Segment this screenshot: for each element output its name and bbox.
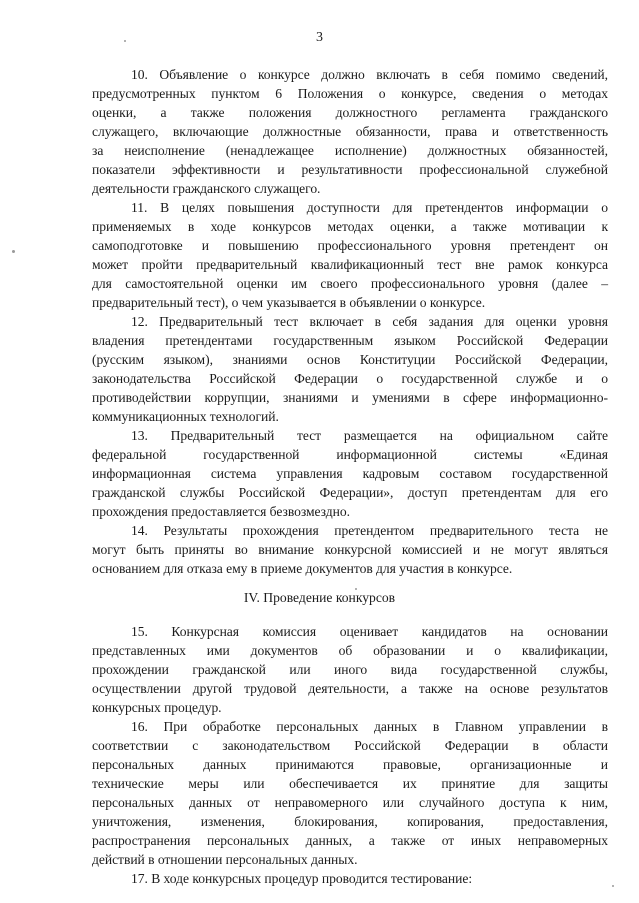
- paragraph-15-line: осуществлении другой трудовой деятельности, а также на основе результатов: [92, 681, 608, 696]
- paragraph-10-line: служащего, включающие должностные обязанности, права и ответственность: [92, 124, 608, 139]
- paragraph-12-line: (русским языком), знаниями основ Конституции Российской Федерации,: [92, 352, 608, 367]
- paragraph-15-line: конкурсных процедур.: [92, 700, 222, 715]
- scan-speck: [12, 250, 15, 253]
- paragraph-15-line: 15. Конкурсная комиссия оценивает кандидатов на основании: [131, 624, 608, 639]
- scan-speck: [612, 885, 614, 887]
- paragraph-10-line: за неисполнение (ненадлежащее исполнение) должностных обязанностей,: [92, 143, 608, 158]
- paragraph-12-line: коммуникационных технологий.: [92, 409, 279, 424]
- paragraph-11-line: предварительный тест), о чем указывается в объявлении о конкурсе.: [92, 295, 486, 310]
- paragraph-11-line: самоподготовке и повышению профессионального уровня претендент он: [92, 238, 608, 253]
- paragraph-16-line: уничтожения, изменения, блокирования, копирования, предоставления,: [92, 814, 608, 829]
- paragraph-16-line: 16. При обработке персональных данных в Главном управлении в: [131, 719, 608, 734]
- paragraph-15-line: прохождении гражданской или иного вида государственной службы,: [92, 662, 608, 677]
- section-heading: IV. Проведение конкурсов: [243, 590, 396, 605]
- paragraph-14-line: 14. Результаты прохождения претендентом предварительного теста не: [131, 523, 608, 538]
- paragraph-13-line: 13. Предварительный тест размещается на официальном сайте: [131, 428, 608, 443]
- paragraph-15-line: представленных ими документов об образовании и о квалификации,: [92, 643, 608, 658]
- paragraph-14-line: могут быть приняты во внимание конкурсной комиссией и не могут являться: [92, 542, 608, 557]
- paragraph-13-line: прохождения предоставляется безвозмездно.: [92, 504, 350, 519]
- scan-speck: [124, 40, 126, 42]
- paragraph-13-line: гражданской службы Российской Федерации», доступ претендентам для его: [92, 485, 608, 500]
- paragraph-16-line: распространения персональных данных, а также от иных неправомерных: [92, 833, 608, 848]
- paragraph-16-line: персональных данных принимаются правовые, организационные и: [92, 757, 608, 772]
- paragraph-10-line: 10. Объявление о конкурсе должно включать в себя помимо сведений,: [131, 67, 608, 82]
- paragraph-11-line: применяемых в ходе конкурсов методах оценки, а также мотивации к: [92, 219, 608, 234]
- paragraph-16-line: соответствии с законодательством Российской Федерации в области: [92, 738, 608, 753]
- paragraph-10-line: предусмотренных пунктом 6 Положения о конкурсе, сведения о методах: [92, 86, 608, 101]
- scan-speck: [355, 588, 357, 590]
- paragraph-16-line: технические меры или обеспечивается их принятие для защиты: [92, 776, 608, 791]
- paragraph-13-line: информационная система управления кадровым составом государственной: [92, 466, 608, 481]
- page-number: 3: [316, 30, 323, 45]
- paragraph-12-line: противодействии коррупции, знаниями и умениями в сфере информационно-: [92, 390, 608, 405]
- paragraph-10-line: деятельности гражданского служащего.: [92, 181, 321, 196]
- paragraph-10-line: показатели эффективности и результативности профессиональной служебной: [92, 162, 608, 177]
- paragraph-14-line: основанием для отказа ему в приеме документов для участия в конкурсе.: [92, 561, 513, 576]
- paragraph-10-line: оценки, а также положения должностного регламента гражданского: [92, 105, 608, 120]
- paragraph-12-line: 12. Предварительный тест включает в себя задания для оценки уровня: [131, 314, 608, 329]
- paragraph-12-line: владения претендентами государственным языком Российской Федерации: [92, 333, 608, 348]
- paragraph-11-line: 11. В целях повышения доступности для претендентов информации о: [131, 200, 608, 215]
- paragraph-16-line: действий в отношении персональных данных.: [92, 852, 358, 867]
- paragraph-13-line: федеральной государственной информационной системы «Единая: [92, 447, 608, 462]
- paragraph-11-line: может пройти предварительный квалификационный тест вне рамок конкурса: [92, 257, 608, 272]
- paragraph-16-line: персональных данных от неправомерного или случайного доступа к ним,: [92, 795, 608, 810]
- paragraph-17-line: 17. В ходе конкурсных процедур проводится тестирование:: [131, 871, 473, 886]
- paragraph-12-line: законодательства Российской Федерации о государственной службе и о: [92, 371, 608, 386]
- paragraph-11-line: для самостоятельной оценки им своего профессионального уровня (далее –: [92, 276, 608, 291]
